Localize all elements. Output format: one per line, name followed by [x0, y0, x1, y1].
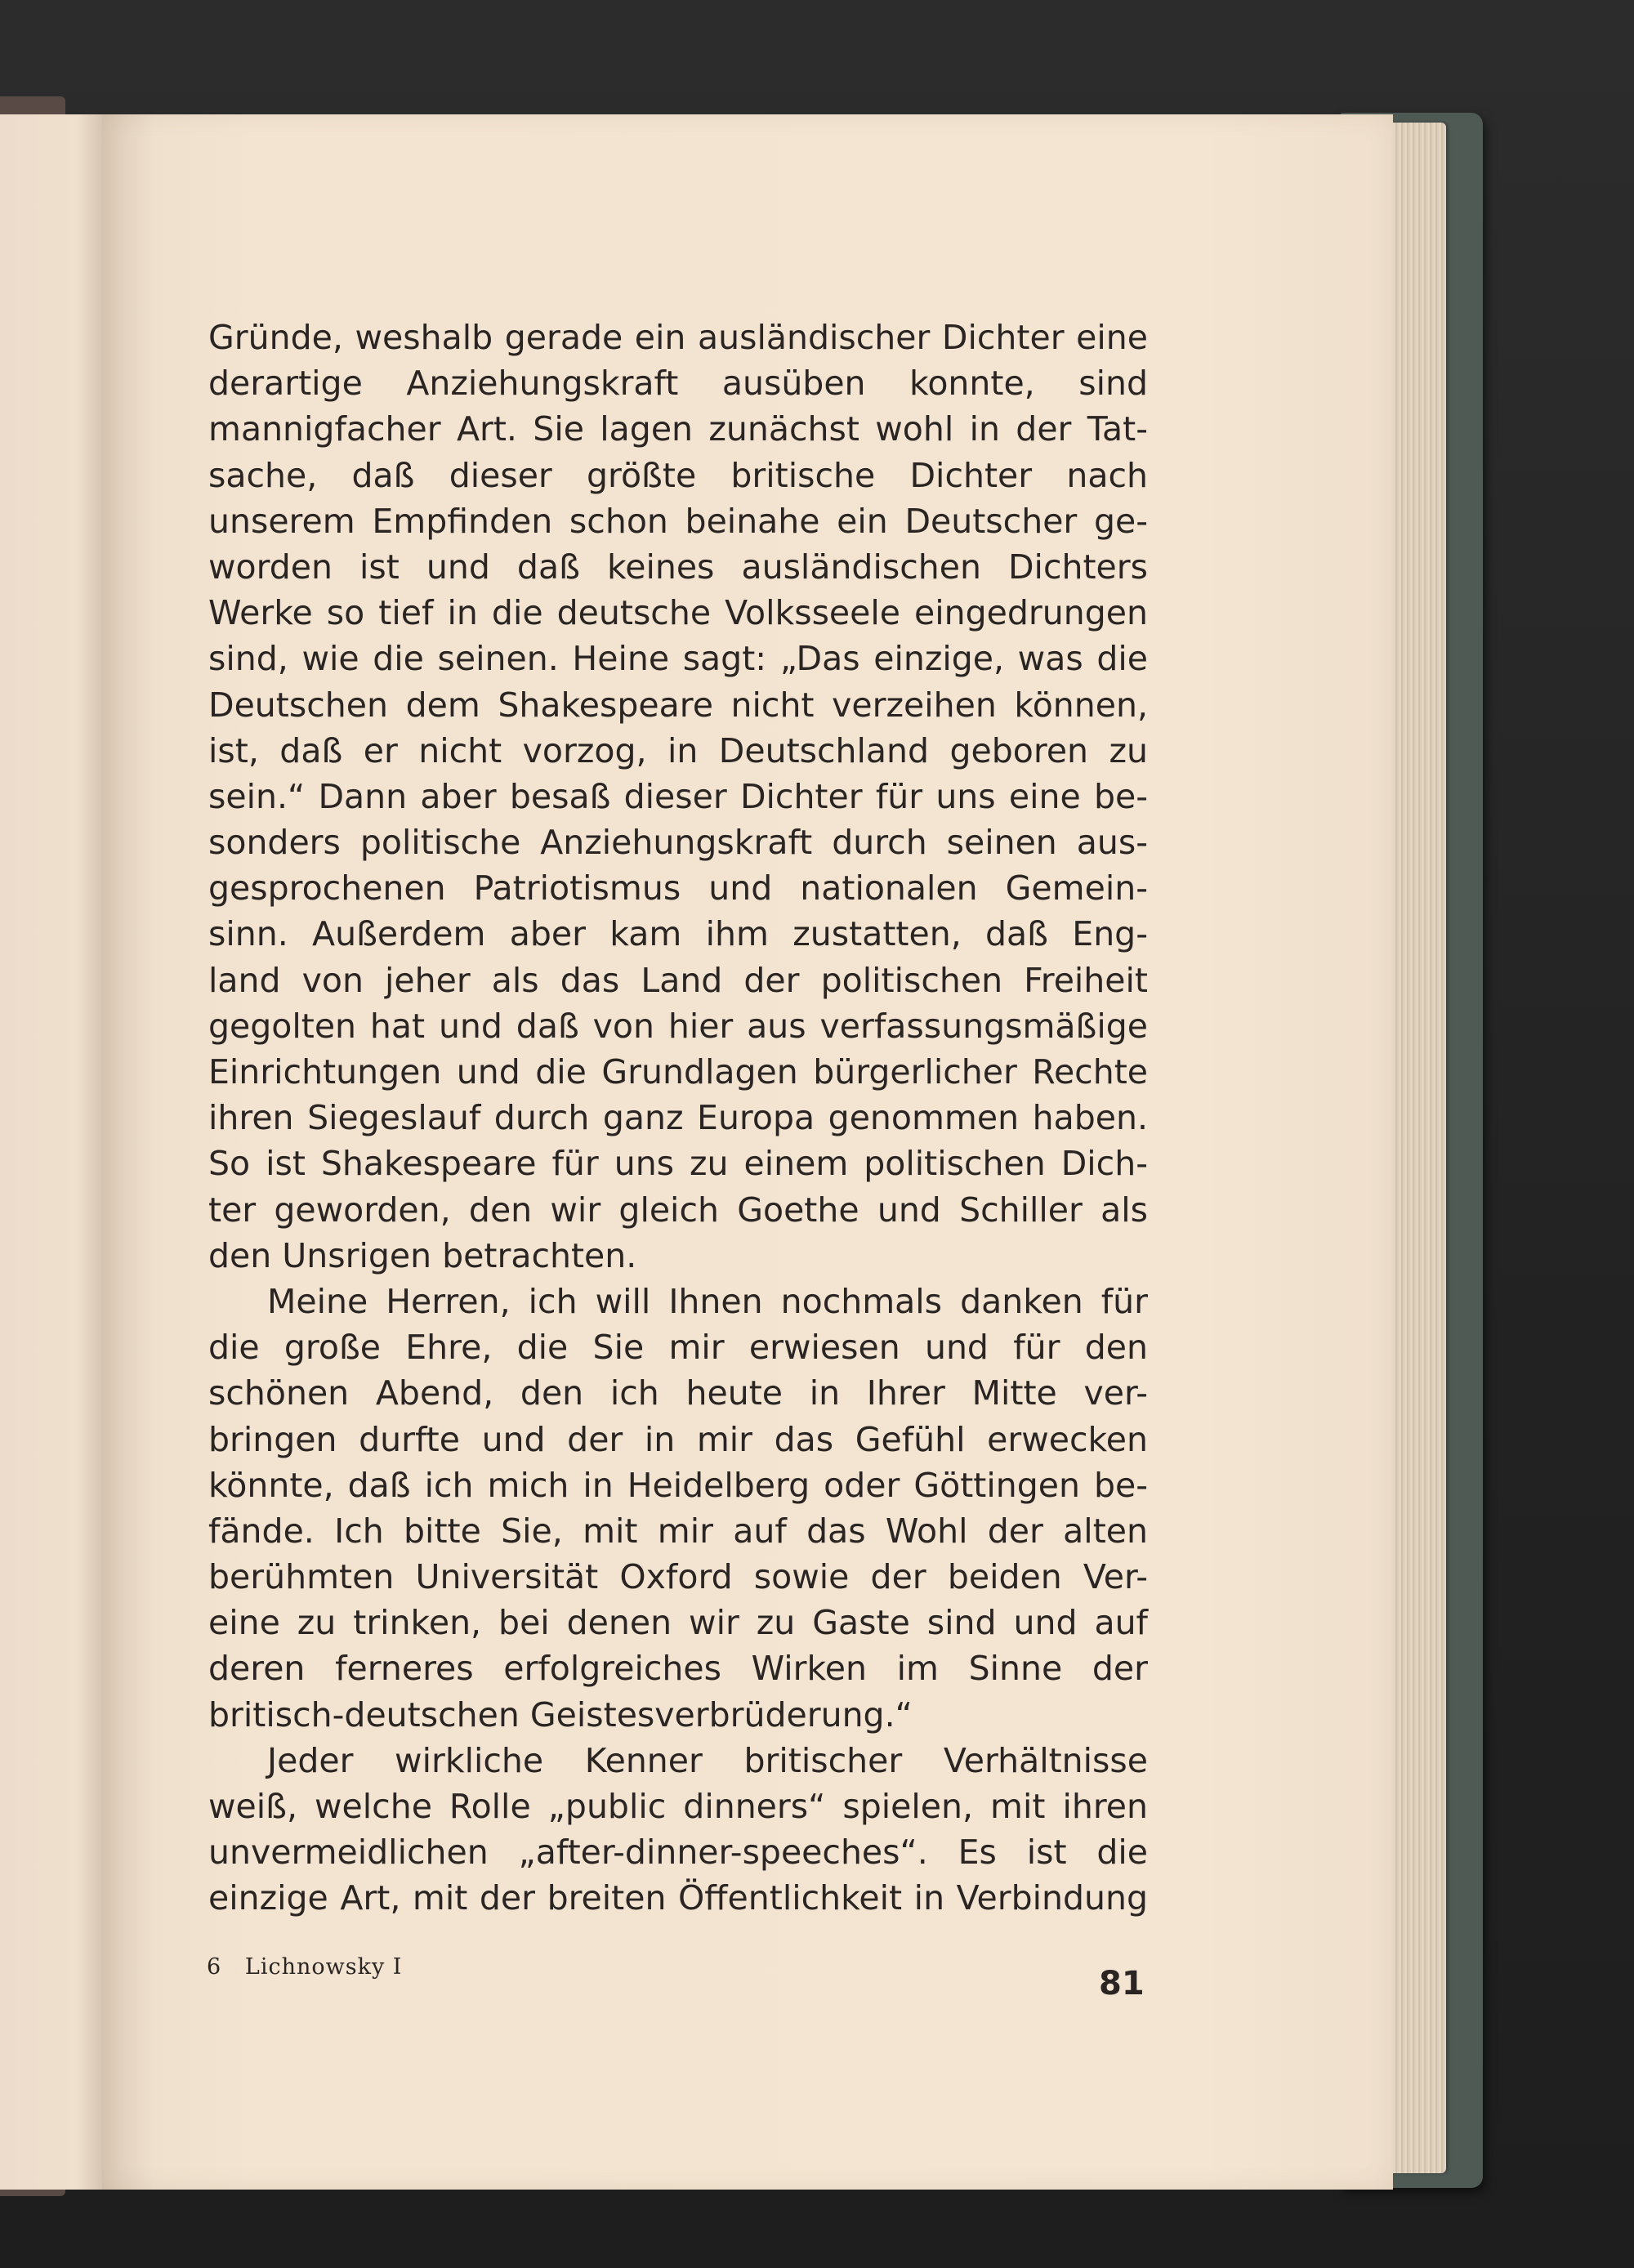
text-line: eine zu trinken, bei denen wir zu Gaste sind und auf — [208, 1603, 1148, 1643]
text-line: sein.“ Dann aber besaß dieser Dichter für uns eine be- — [208, 776, 1148, 816]
text-line: unvermeidlichen „after-dinner-speeches“. Es ist die — [208, 1833, 1148, 1873]
text-line: derartige Anziehungskraft ausüben konnte, sind — [208, 364, 1148, 404]
text-line: ter geworden, den wir gleich Goethe und Schiller als — [208, 1190, 1148, 1230]
text-line: unserem Empfinden schon beinahe ein Deutscher ge- — [208, 501, 1148, 541]
text-line: die große Ehre, die Sie mir erwiesen und für den — [208, 1328, 1148, 1368]
text-line: worden ist und daß keines ausländischen Dichters — [208, 547, 1148, 587]
text-line: Jeder wirkliche Kenner britischer Verhältnisse — [267, 1740, 1148, 1780]
text-line: einzige Art, mit der breiten Öffentlichkeit in Verbindung — [208, 1878, 1148, 1918]
text-line: weiß, welche Rolle „public dinners“ spielen, mit ihren — [208, 1787, 1148, 1826]
text-line: könnte, daß ich mich in Heidelberg oder Göttingen be- — [208, 1465, 1148, 1505]
text-line: ihren Siegeslauf durch ganz Europa genommen haben. — [208, 1098, 1148, 1138]
left-page — [0, 114, 110, 2190]
text-line: Deutschen dem Shakespeare nicht verzeihen können, — [208, 685, 1148, 725]
body-text — [208, 315, 1148, 1922]
text-line: Gründe, weshalb gerade ein ausländischer Dichter eine — [208, 318, 1148, 357]
text-line: mannigfacher Art. Sie lagen zunächst wohl in der Tat- — [208, 409, 1148, 449]
text-line: britisch-deutschen Geistesverbrüderung.“ — [208, 1694, 913, 1734]
text-line: Werke so tief in die deutsche Volksseele eingedrungen — [208, 593, 1148, 633]
text-line: sinn. Außerdem aber kam ihm zustatten, daß Eng- — [208, 914, 1148, 954]
text-line: gegolten hat und daß von hier aus verfassungsmäßige — [208, 1006, 1148, 1046]
text-line: sind, wie die seinen. Heine sagt: „Das einzige, was die — [208, 639, 1148, 679]
text-line: bringen durfte und der in mir das Gefühl erwecken — [208, 1419, 1148, 1459]
text-line: land von jeher als das Land der politischen Freiheit — [208, 960, 1148, 1000]
text-line: Einrichtungen und die Grundlagen bürgerlicher Rechte — [208, 1052, 1148, 1092]
page-number: 81 — [1099, 1965, 1145, 2002]
text-line: sache, daß dieser größte britische Dichter nach — [208, 455, 1148, 495]
text-line: den Unsrigen betrachten. — [208, 1235, 637, 1275]
text-line: ist, daß er nicht vorzog, in Deutschland geboren zu — [208, 730, 1148, 770]
text-line: gesprochenen Patriotismus und nationalen Gemein- — [208, 868, 1148, 909]
text-line: deren ferneres erfolgreiches Wirken im Sinne der — [208, 1649, 1148, 1689]
signature-mark: 6 Lichnowsky I — [207, 1954, 403, 1980]
text-line: Meine Herren, ich will Ihnen nochmals danken für — [267, 1281, 1148, 1321]
text-line: schönen Abend, den ich heute in Ihrer Mitte ver- — [208, 1373, 1148, 1413]
text-line: fände. Ich bitte Sie, mit mir auf das Wohl der alten — [208, 1511, 1148, 1551]
text-line: sonders politische Anziehungskraft durch seinen aus- — [208, 823, 1148, 863]
text-line: berühmten Universität Oxford sowie der beiden Ver- — [208, 1557, 1148, 1597]
text-line: So ist Shakespeare für uns zu einem politischen Dich- — [208, 1144, 1148, 1184]
